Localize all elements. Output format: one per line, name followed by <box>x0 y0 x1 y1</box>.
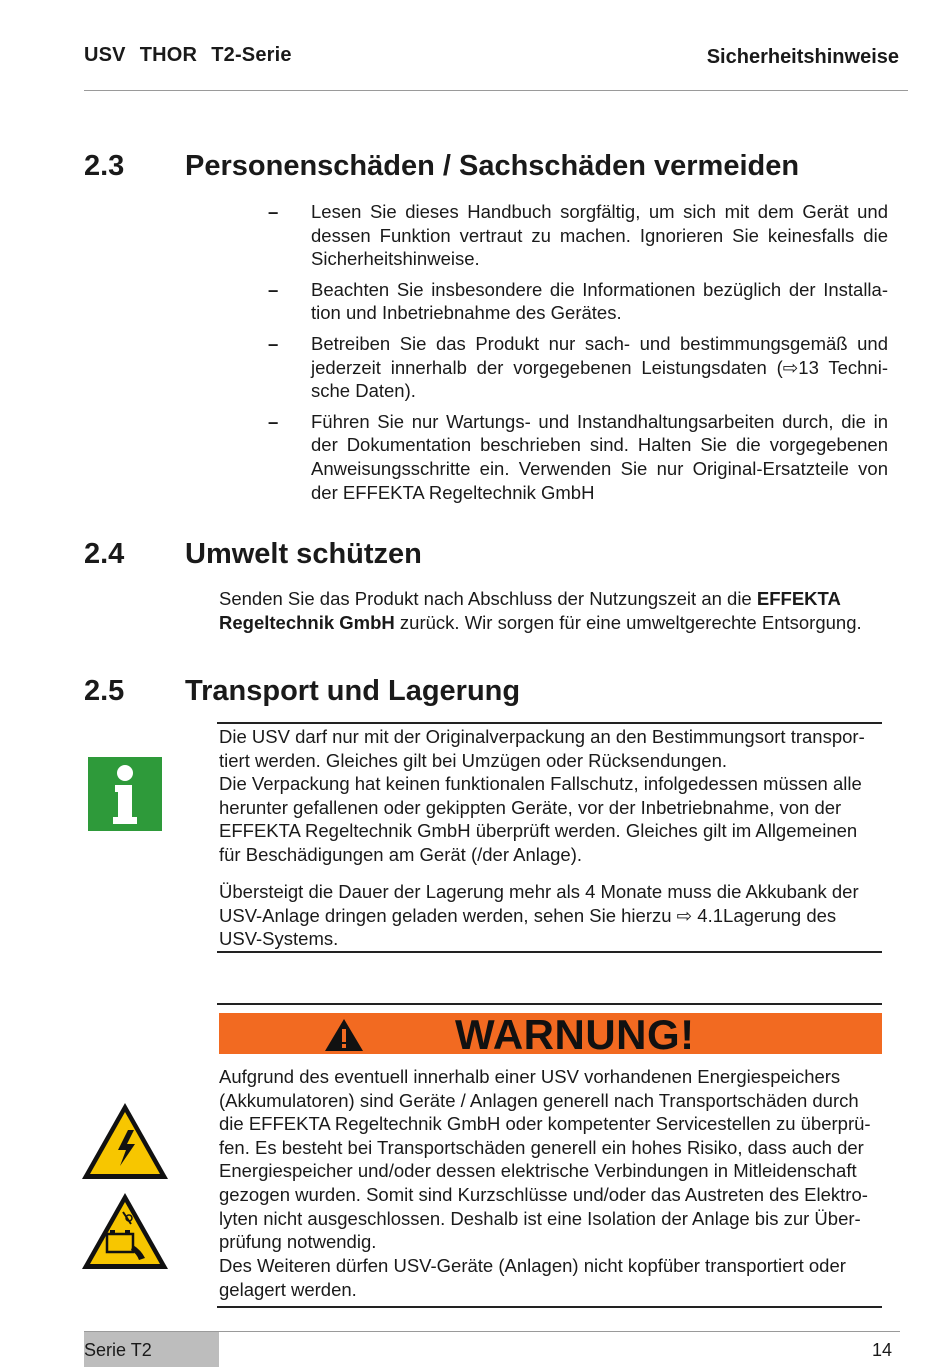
warning-label: WARNUNG! <box>455 1011 695 1058</box>
document-header-title <box>84 44 306 67</box>
warning-banner <box>219 1011 882 1058</box>
safety-bullet-list <box>268 200 888 511</box>
section-2-4-heading <box>84 538 422 571</box>
company-name-bold: EFFEKTA Regeltechnik GmbH <box>219 588 841 633</box>
page-number: 14 <box>871 1340 892 1360</box>
bullet-text: Führen Sie nur Wartungs- und Instandhaltungsarbeiten durch, die in der Dokumentation beschrieben sind. Halten Sie die vorgegebenen Anweisungsschritte ein. Verwenden Sie nur Original-Ersatzteile von der EFFEKTA Regeltechnik GmbH <box>311 410 888 503</box>
list-item <box>268 278 888 325</box>
section-2-3-heading <box>84 150 799 183</box>
header-part-usv: USV <box>84 44 126 66</box>
header-part-series: T2-Serie <box>211 44 292 66</box>
warning-box-top-rule <box>217 1003 882 1005</box>
battery-hazard-icon <box>79 1190 171 1272</box>
bullet-dash: – <box>268 332 279 354</box>
environment-paragraph <box>219 587 883 634</box>
storage-paragraph: Übersteigt die Dauer der Lagerung mehr als 4 Monate muss die Akkubank der USV-Anlage dringen geladen werden, sehen Sie hierzu ⇨ 4.1Lagerung des USV-Systems. <box>219 881 859 950</box>
section-number: 2.5 <box>84 675 125 707</box>
bullet-dash: – <box>268 410 279 432</box>
info-box-bottom-rule <box>217 951 882 953</box>
bullet-dash: – <box>268 201 279 222</box>
bullet-text: Betreiben Sie das Produkt nur sach- und bestimmungsgemäß und jederzeit innerhalb der vorgegebenen Leistungsdaten (⇨13 Techni-sche Daten). <box>311 332 888 402</box>
section-title: Umwelt schützen <box>185 538 422 570</box>
bullet-dash: – <box>268 278 279 300</box>
transport-paragraph-2: Die Verpackung hat keinen funktionalen Fallschutz, infolgedessen müssen alle herunter gefallenen oder gekippten Geräte, vor der Inbetriebnahme, von der EFFEKTA Regeltechnik GmbH überprüft werden. Gleiches gilt im Allgemeinen für Beschädigungen am Gerät (/der Anlage). <box>219 773 862 865</box>
warning-paragraph-2: Des Weiteren dürfen USV-Geräte (Anlagen) nicht kopfüber transportiert oder gelagert werden. <box>219 1255 846 1300</box>
section-2-5-heading <box>84 675 520 708</box>
bullet-text: Beachten Sie insbesondere die Informationen bezüglich der Installa-tion und Inbetriebnahme des Gerätes. <box>311 278 888 324</box>
warning-paragraph-1: Aufgrund des eventuell innerhalb einer USV vorhandenen Energiespeichers (Akkumulatoren) sind Geräte / Anlagen generell nach Transportschäden durch die EFFEKTA Regeltechnik GmbH oder kompetenter Servicestellen zu überprü-fen. Es besteht bei Transportschäden generell ein hohes Risiko, dass auch der Energiespeicher und/oder dessen elektrische Verbindungen in Mitleidenschaft gezogen wurden. Somit sind Kurzschlüsse und/oder das Austreten des Elektro-lyten nicht ausgeschlossen. Deshalb ist eine Isolation der Anlage bis zur Über-prüfung notwendig. <box>219 1066 871 1253</box>
electrical-hazard-icon <box>79 1100 171 1182</box>
environment-text-start: Senden Sie das Produkt nach Abschluss der Nutzungszeit an die <box>219 588 757 609</box>
environment-text-end: zurück. Wir sorgen für eine umweltgerechte Entsorgung. <box>394 611 862 633</box>
warning-triangle-icon <box>323 1017 365 1053</box>
transport-paragraph-1: Die USV darf nur mit der Originalverpackung an den Bestimmungsort transpor-tiert werden. Gleiches gilt bei Umzügen oder Rücksendungen. <box>219 726 865 771</box>
info-icon <box>88 757 162 831</box>
section-number: 2.4 <box>84 538 125 570</box>
section-number: 2.3 <box>84 150 125 182</box>
section-title: Personenschäden / Sachschäden vermeiden <box>185 150 800 182</box>
footer-series-label: Serie T2 <box>84 1332 219 1367</box>
list-item <box>268 200 888 271</box>
bullet-text: Lesen Sie dieses Handbuch sorgfältig, um sich mit dem Gerät und dessen Funktion vertraut zu machen. Ignorieren Sie keinesfalls die Sicherheitshinweise. <box>311 201 888 270</box>
section-title: Transport und Lagerung <box>185 675 521 707</box>
warning-box-bottom-rule <box>217 1306 882 1308</box>
list-item <box>268 332 888 403</box>
header-chapter-title: Sicherheitshinweise <box>706 46 899 68</box>
list-item <box>268 410 888 504</box>
header-divider <box>84 90 908 91</box>
header-part-thor: THOR <box>139 44 198 66</box>
info-box-top-rule <box>217 722 882 724</box>
